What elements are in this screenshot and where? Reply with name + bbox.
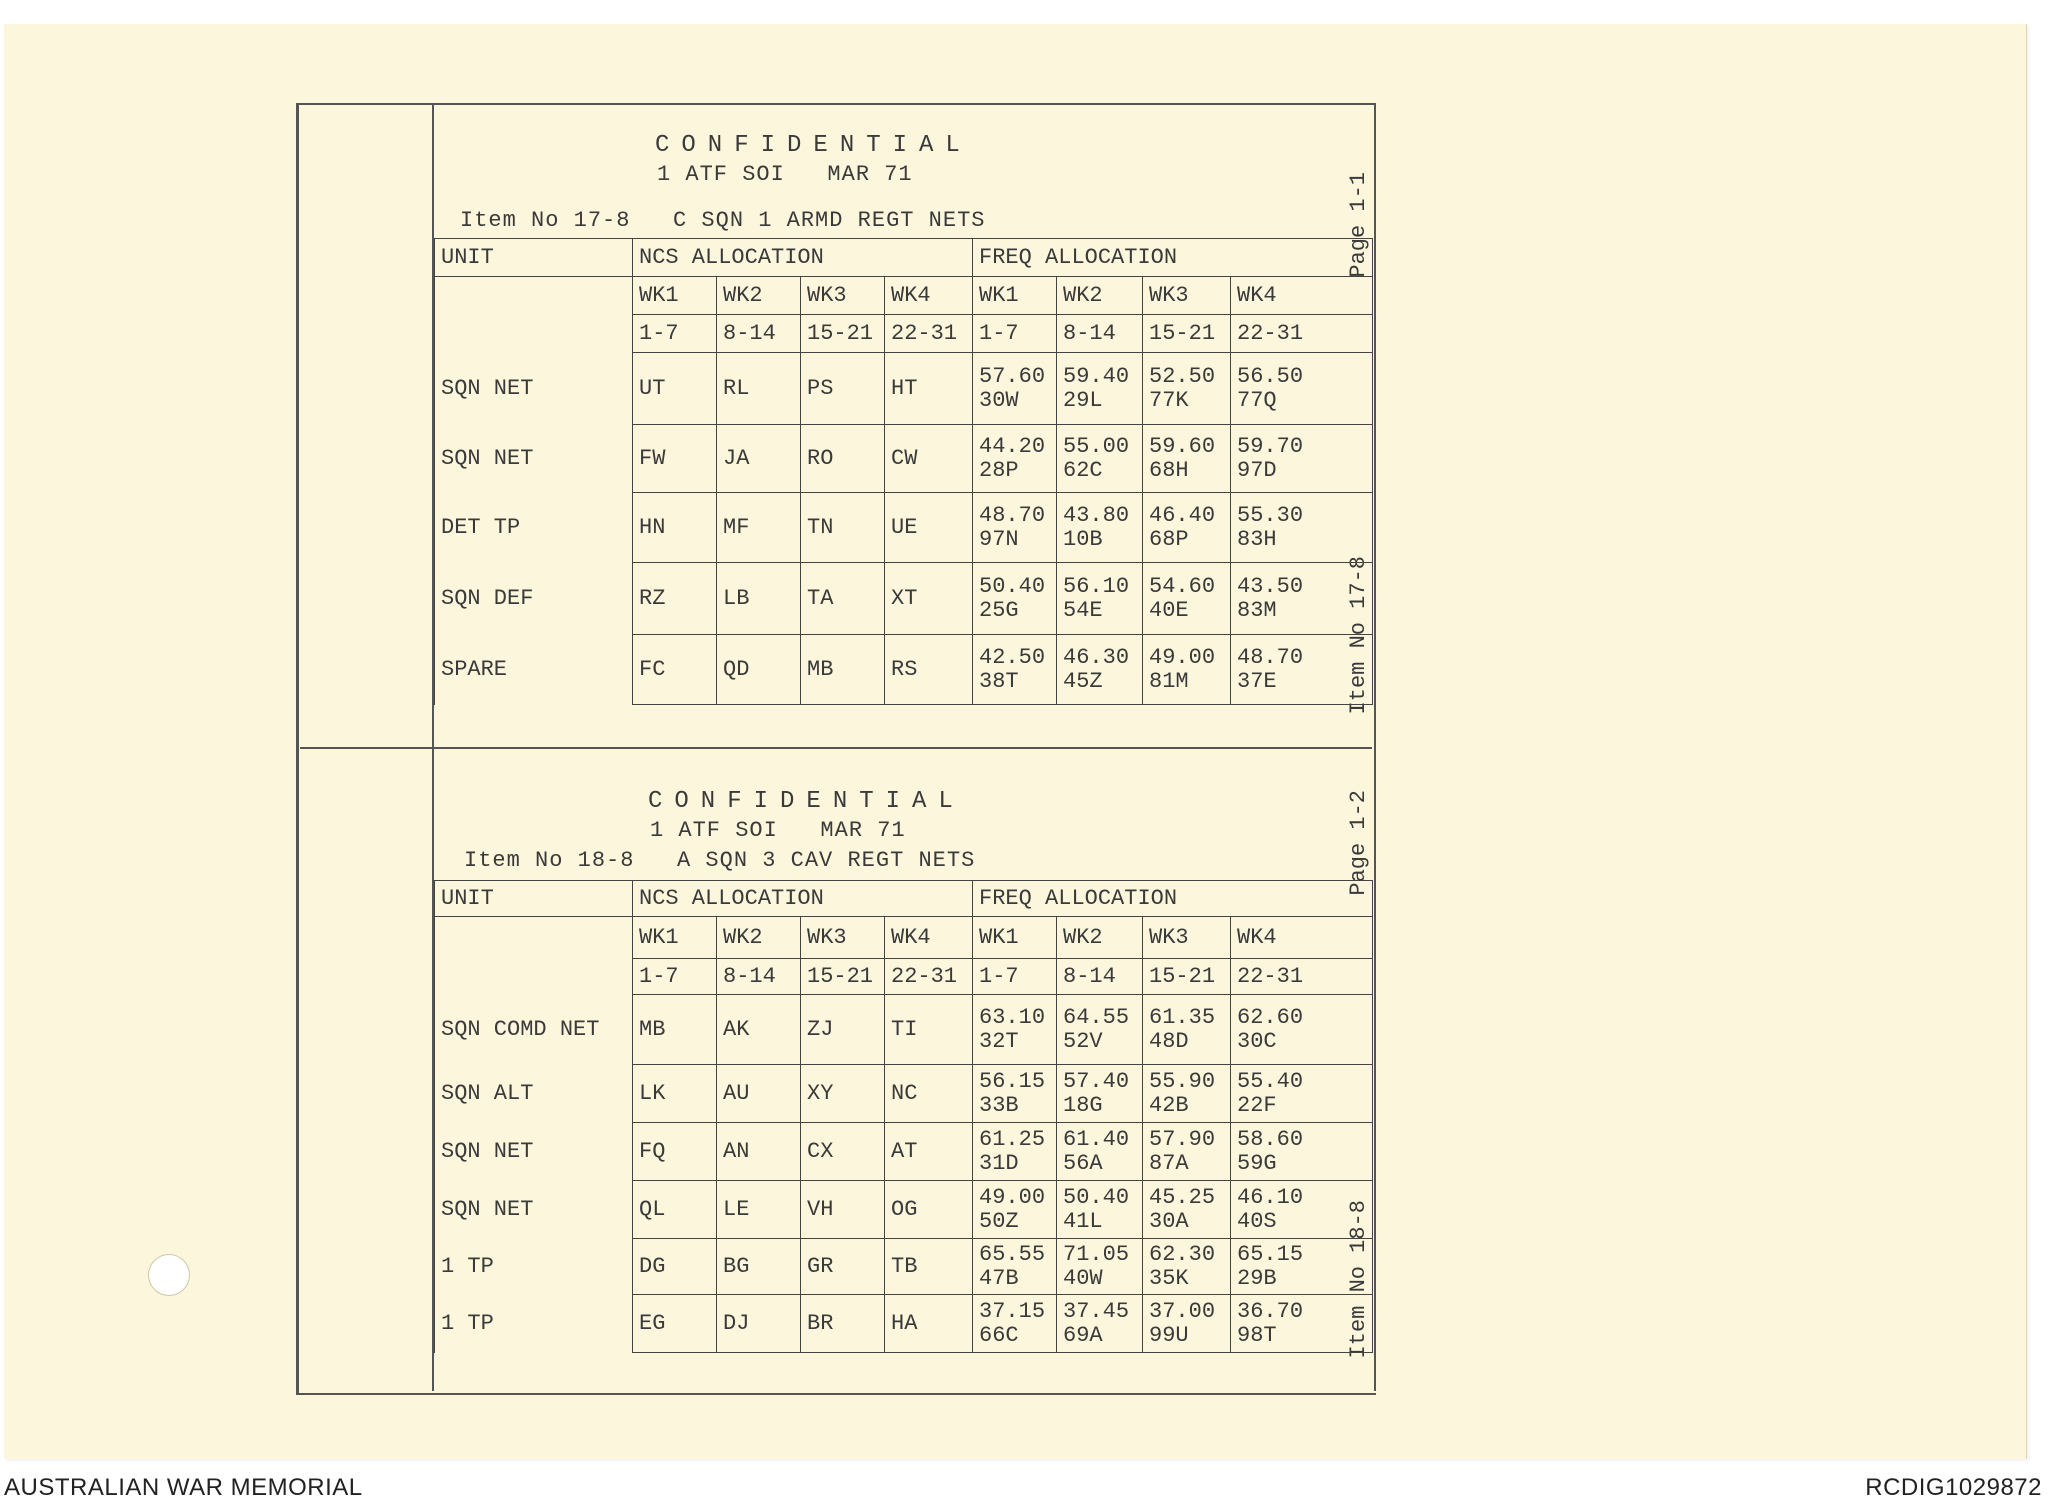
ncs-callsign: LK — [633, 1065, 717, 1123]
freq-cell — [1143, 1065, 1231, 1123]
freq-value: 50.40 — [1063, 1184, 1130, 1210]
freq-value: 56.10 — [1063, 573, 1130, 599]
freq-value: 37.45 — [1063, 1298, 1130, 1324]
unit-name: 1 TP — [435, 1295, 633, 1353]
nets-table — [434, 880, 1373, 1353]
ncs-callsign: ZJ — [801, 995, 885, 1065]
freq-code: 68P — [1149, 526, 1189, 552]
freq-value: 56.15 — [979, 1068, 1046, 1094]
ncs-callsign: FQ — [633, 1123, 717, 1181]
freq-code: 40E — [1149, 597, 1189, 623]
freq-code: 25G — [979, 597, 1019, 623]
unit-name: SQN DEF — [435, 563, 633, 635]
freq-cell — [1143, 995, 1231, 1065]
freq-value: 55.00 — [1063, 433, 1130, 459]
table-row — [435, 1181, 1373, 1239]
freq-code: 32T — [979, 1028, 1019, 1054]
ncs-callsign: GR — [801, 1239, 885, 1295]
freq-cell — [1231, 493, 1373, 563]
table-row — [435, 635, 1373, 705]
freq-code: 40S — [1237, 1208, 1277, 1234]
freq-value: 56.50 — [1237, 363, 1304, 389]
freq-code: 35K — [1149, 1265, 1189, 1291]
freq-week: WK2 — [1057, 277, 1143, 315]
ncs-range: 22-31 — [885, 959, 973, 995]
ncs-callsign: HN — [633, 493, 717, 563]
freq-cell — [1057, 425, 1143, 493]
ncs-callsign: RZ — [633, 563, 717, 635]
freq-value: 55.40 — [1237, 1068, 1304, 1094]
ncs-week: WK3 — [801, 917, 885, 959]
freq-value: 61.25 — [979, 1126, 1046, 1152]
freq-header: FREQ ALLOCATION — [973, 239, 1373, 277]
ncs-callsign: DJ — [717, 1295, 801, 1353]
ncs-week: WK1 — [633, 277, 717, 315]
freq-value: 62.60 — [1237, 1004, 1304, 1030]
ncs-callsign: QD — [717, 635, 801, 705]
freq-code: 33B — [979, 1092, 1019, 1118]
ncs-callsign: AT — [885, 1123, 973, 1181]
freq-value: 65.55 — [979, 1241, 1046, 1267]
freq-code: 83M — [1237, 597, 1277, 623]
freq-cell — [1057, 1295, 1143, 1353]
ncs-callsign: MF — [717, 493, 801, 563]
freq-value: 59.60 — [1149, 433, 1216, 459]
freq-code: 62C — [1063, 457, 1103, 483]
ncs-callsign: LB — [717, 563, 801, 635]
freq-code: 10B — [1063, 526, 1103, 552]
freq-code: 50Z — [979, 1208, 1019, 1234]
unit-header: UNIT — [435, 881, 633, 917]
ncs-range: 22-31 — [885, 315, 973, 353]
freq-value: 63.10 — [979, 1004, 1046, 1030]
freq-cell — [1231, 1239, 1373, 1295]
ncs-callsign: RS — [885, 635, 973, 705]
freq-code: 30A — [1149, 1208, 1189, 1234]
unit-name: SQN NET — [435, 1181, 633, 1239]
freq-code: 30W — [979, 387, 1019, 413]
freq-cell — [973, 635, 1057, 705]
freq-range: 8-14 — [1057, 959, 1143, 995]
freq-cell — [1143, 493, 1231, 563]
unit-name: SQN COMD NET — [435, 995, 633, 1065]
classification-heading: CONFIDENTIAL — [655, 132, 972, 159]
freq-value: 61.35 — [1149, 1004, 1216, 1030]
ncs-callsign: BG — [717, 1239, 801, 1295]
freq-value: 62.30 — [1149, 1241, 1216, 1267]
table-row — [435, 425, 1373, 493]
freq-code: 45Z — [1063, 668, 1103, 694]
freq-code: 59G — [1237, 1150, 1277, 1176]
ncs-callsign: RO — [801, 425, 885, 493]
freq-code: 40W — [1063, 1265, 1103, 1291]
ncs-week: WK4 — [885, 917, 973, 959]
freq-cell — [973, 1181, 1057, 1239]
freq-cell — [973, 563, 1057, 635]
freq-code: 81M — [1149, 668, 1189, 694]
ncs-header: NCS ALLOCATION — [633, 239, 973, 277]
ncs-week: WK2 — [717, 917, 801, 959]
freq-cell — [1143, 563, 1231, 635]
freq-week: WK3 — [1143, 917, 1231, 959]
freq-value: 57.40 — [1063, 1068, 1130, 1094]
freq-cell — [1231, 563, 1373, 635]
freq-cell — [1231, 635, 1373, 705]
freq-cell — [1231, 353, 1373, 425]
unit-name: SQN NET — [435, 353, 633, 425]
ncs-callsign: OG — [885, 1181, 973, 1239]
unit-name: SQN NET — [435, 425, 633, 493]
freq-value: 49.00 — [979, 1184, 1046, 1210]
freq-code: 28P — [979, 457, 1019, 483]
side-page-label: Page 1-1 — [1346, 172, 1371, 278]
ncs-callsign: TB — [885, 1239, 973, 1295]
item-line: Item No 17-8 C SQN 1 ARMD REGT NETS — [460, 208, 986, 233]
table-row — [435, 563, 1373, 635]
freq-cell — [1143, 1239, 1231, 1295]
freq-value: 58.60 — [1237, 1126, 1304, 1152]
freq-cell — [973, 493, 1057, 563]
ncs-week: WK3 — [801, 277, 885, 315]
freq-code: 56A — [1063, 1150, 1103, 1176]
ncs-callsign: RL — [717, 353, 801, 425]
freq-cell — [1143, 425, 1231, 493]
freq-cell — [1057, 1065, 1143, 1123]
freq-cell — [973, 353, 1057, 425]
unit-name: 1 TP — [435, 1239, 633, 1295]
punch-hole — [148, 1254, 190, 1296]
freq-value: 43.50 — [1237, 573, 1304, 599]
table-row — [435, 1065, 1373, 1123]
freq-value: 59.40 — [1063, 363, 1130, 389]
freq-cell — [1143, 1123, 1231, 1181]
freq-week: WK4 — [1231, 277, 1373, 315]
freq-cell — [973, 1295, 1057, 1353]
ncs-callsign: TI — [885, 995, 973, 1065]
freq-value: 59.70 — [1237, 433, 1304, 459]
freq-code: 38T — [979, 668, 1019, 694]
freq-code: 29B — [1237, 1265, 1277, 1291]
ncs-callsign: CX — [801, 1123, 885, 1181]
side-item-label: Item No 18-8 — [1346, 1200, 1371, 1359]
freq-cell — [1143, 1181, 1231, 1239]
freq-cell — [1057, 563, 1143, 635]
unit-blank — [435, 277, 633, 353]
ncs-callsign: HT — [885, 353, 973, 425]
ncs-callsign: XT — [885, 563, 973, 635]
freq-code: 87A — [1149, 1150, 1189, 1176]
unit-header: UNIT — [435, 239, 633, 277]
freq-code: 97D — [1237, 457, 1277, 483]
freq-cell — [1057, 995, 1143, 1065]
freq-cell — [1143, 353, 1231, 425]
ncs-callsign: XY — [801, 1065, 885, 1123]
freq-code: 97N — [979, 526, 1019, 552]
freq-value: 55.90 — [1149, 1068, 1216, 1094]
table-row — [435, 353, 1373, 425]
ncs-callsign: TN — [801, 493, 885, 563]
ncs-range: 1-7 — [633, 315, 717, 353]
freq-value: 48.70 — [979, 502, 1046, 528]
freq-code: 99U — [1149, 1322, 1189, 1348]
side-page-label: Page 1-2 — [1346, 790, 1371, 896]
freq-cell — [973, 425, 1057, 493]
freq-cell — [1231, 1065, 1373, 1123]
freq-cell — [1143, 635, 1231, 705]
freq-range: 1-7 — [973, 315, 1057, 353]
freq-value: 37.15 — [979, 1298, 1046, 1324]
freq-value: 44.20 — [979, 433, 1046, 459]
freq-week: WK1 — [973, 917, 1057, 959]
ncs-callsign: DG — [633, 1239, 717, 1295]
footer-record-id: RCDIG1029872 — [1865, 1474, 2042, 1501]
ncs-range: 8-14 — [717, 315, 801, 353]
table-row — [435, 1123, 1373, 1181]
ncs-callsign: AN — [717, 1123, 801, 1181]
freq-week: WK3 — [1143, 277, 1231, 315]
section-divider — [300, 747, 1372, 749]
ncs-callsign: BR — [801, 1295, 885, 1353]
freq-value: 36.70 — [1237, 1298, 1304, 1324]
freq-value: 46.10 — [1237, 1184, 1304, 1210]
ncs-callsign: PS — [801, 353, 885, 425]
freq-value: 37.00 — [1149, 1298, 1216, 1324]
freq-code: 66C — [979, 1322, 1019, 1348]
freq-cell — [973, 1239, 1057, 1295]
freq-cell — [1057, 1239, 1143, 1295]
table-row — [435, 1295, 1373, 1353]
freq-cell — [1057, 353, 1143, 425]
freq-cell — [1231, 1123, 1373, 1181]
ncs-callsign: FC — [633, 635, 717, 705]
freq-code: 31D — [979, 1150, 1019, 1176]
freq-value: 48.70 — [1237, 644, 1304, 670]
unit-name: SPARE — [435, 635, 633, 705]
freq-code: 22F — [1237, 1092, 1277, 1118]
freq-cell — [1231, 995, 1373, 1065]
freq-range: 22-31 — [1231, 959, 1373, 995]
soi-line: 1 ATF SOI MAR 71 — [657, 162, 913, 187]
freq-code: 52V — [1063, 1028, 1103, 1054]
ncs-callsign: TA — [801, 563, 885, 635]
freq-value: 46.30 — [1063, 644, 1130, 670]
freq-cell — [973, 1065, 1057, 1123]
freq-range: 15-21 — [1143, 959, 1231, 995]
freq-range: 22-31 — [1231, 315, 1373, 353]
ncs-callsign: UE — [885, 493, 973, 563]
freq-header: FREQ ALLOCATION — [973, 881, 1373, 917]
unit-blank — [435, 917, 633, 995]
ncs-callsign: NC — [885, 1065, 973, 1123]
freq-code: 69A — [1063, 1322, 1103, 1348]
nets-table — [434, 238, 1373, 705]
ncs-callsign: LE — [717, 1181, 801, 1239]
ncs-callsign: VH — [801, 1181, 885, 1239]
freq-value: 45.25 — [1149, 1184, 1216, 1210]
freq-code: 37E — [1237, 668, 1277, 694]
freq-cell — [973, 1123, 1057, 1181]
freq-value: 50.40 — [979, 573, 1046, 599]
ncs-range: 1-7 — [633, 959, 717, 995]
ncs-callsign: HA — [885, 1295, 973, 1353]
unit-name: SQN ALT — [435, 1065, 633, 1123]
item-line: Item No 18-8 A SQN 3 CAV REGT NETS — [464, 848, 976, 873]
freq-value: 52.50 — [1149, 363, 1216, 389]
freq-value: 57.60 — [979, 363, 1046, 389]
freq-value: 55.30 — [1237, 502, 1304, 528]
freq-value: 54.60 — [1149, 573, 1216, 599]
freq-code: 29L — [1063, 387, 1103, 413]
table-row — [435, 995, 1373, 1065]
freq-value: 42.50 — [979, 644, 1046, 670]
freq-code: 77K — [1149, 387, 1189, 413]
ncs-range: 15-21 — [801, 315, 885, 353]
ncs-range: 8-14 — [717, 959, 801, 995]
soi-line: 1 ATF SOI MAR 71 — [650, 818, 906, 843]
freq-value: 46.40 — [1149, 502, 1216, 528]
freq-cell — [1057, 493, 1143, 563]
ncs-callsign: QL — [633, 1181, 717, 1239]
ncs-callsign: EG — [633, 1295, 717, 1353]
freq-code: 54E — [1063, 597, 1103, 623]
ncs-callsign: CW — [885, 425, 973, 493]
freq-value: 43.80 — [1063, 502, 1130, 528]
table-row — [435, 1239, 1373, 1295]
freq-code: 18G — [1063, 1092, 1103, 1118]
ncs-callsign: AU — [717, 1065, 801, 1123]
ncs-header: NCS ALLOCATION — [633, 881, 973, 917]
freq-code: 30C — [1237, 1028, 1277, 1054]
freq-week: WK2 — [1057, 917, 1143, 959]
ncs-range: 15-21 — [801, 959, 885, 995]
freq-code: 77Q — [1237, 387, 1277, 413]
freq-cell — [1231, 1295, 1373, 1353]
ncs-callsign: UT — [633, 353, 717, 425]
ncs-callsign: MB — [801, 635, 885, 705]
ncs-week: WK2 — [717, 277, 801, 315]
unit-name: DET TP — [435, 493, 633, 563]
classification-heading: CONFIDENTIAL — [648, 788, 965, 815]
table-row — [435, 493, 1373, 563]
freq-code: 42B — [1149, 1092, 1189, 1118]
freq-code: 48D — [1149, 1028, 1189, 1054]
freq-cell — [1231, 1181, 1373, 1239]
freq-cell — [1057, 1123, 1143, 1181]
ncs-week: WK4 — [885, 277, 973, 315]
freq-code: 47B — [979, 1265, 1019, 1291]
freq-value: 64.55 — [1063, 1004, 1130, 1030]
freq-code: 98T — [1237, 1322, 1277, 1348]
ncs-callsign: FW — [633, 425, 717, 493]
freq-week: WK4 — [1231, 917, 1373, 959]
freq-cell — [1231, 425, 1373, 493]
freq-code: 83H — [1237, 526, 1277, 552]
freq-value: 49.00 — [1149, 644, 1216, 670]
side-item-label: Item No 17-8 — [1346, 556, 1371, 715]
freq-range: 8-14 — [1057, 315, 1143, 353]
freq-week: WK1 — [973, 277, 1057, 315]
ncs-week: WK1 — [633, 917, 717, 959]
freq-value: 61.40 — [1063, 1126, 1130, 1152]
freq-range: 15-21 — [1143, 315, 1231, 353]
freq-value: 57.90 — [1149, 1126, 1216, 1152]
freq-range: 1-7 — [973, 959, 1057, 995]
freq-cell — [973, 995, 1057, 1065]
freq-cell — [1057, 1181, 1143, 1239]
freq-cell — [1143, 1295, 1231, 1353]
freq-code: 68H — [1149, 457, 1189, 483]
ncs-callsign: AK — [717, 995, 801, 1065]
ncs-callsign: JA — [717, 425, 801, 493]
ncs-callsign: MB — [633, 995, 717, 1065]
footer-institution: AUSTRALIAN WAR MEMORIAL — [4, 1474, 363, 1501]
freq-value: 65.15 — [1237, 1241, 1304, 1267]
freq-value: 71.05 — [1063, 1241, 1130, 1267]
freq-code: 41L — [1063, 1208, 1103, 1234]
unit-name: SQN NET — [435, 1123, 633, 1181]
freq-cell — [1057, 635, 1143, 705]
